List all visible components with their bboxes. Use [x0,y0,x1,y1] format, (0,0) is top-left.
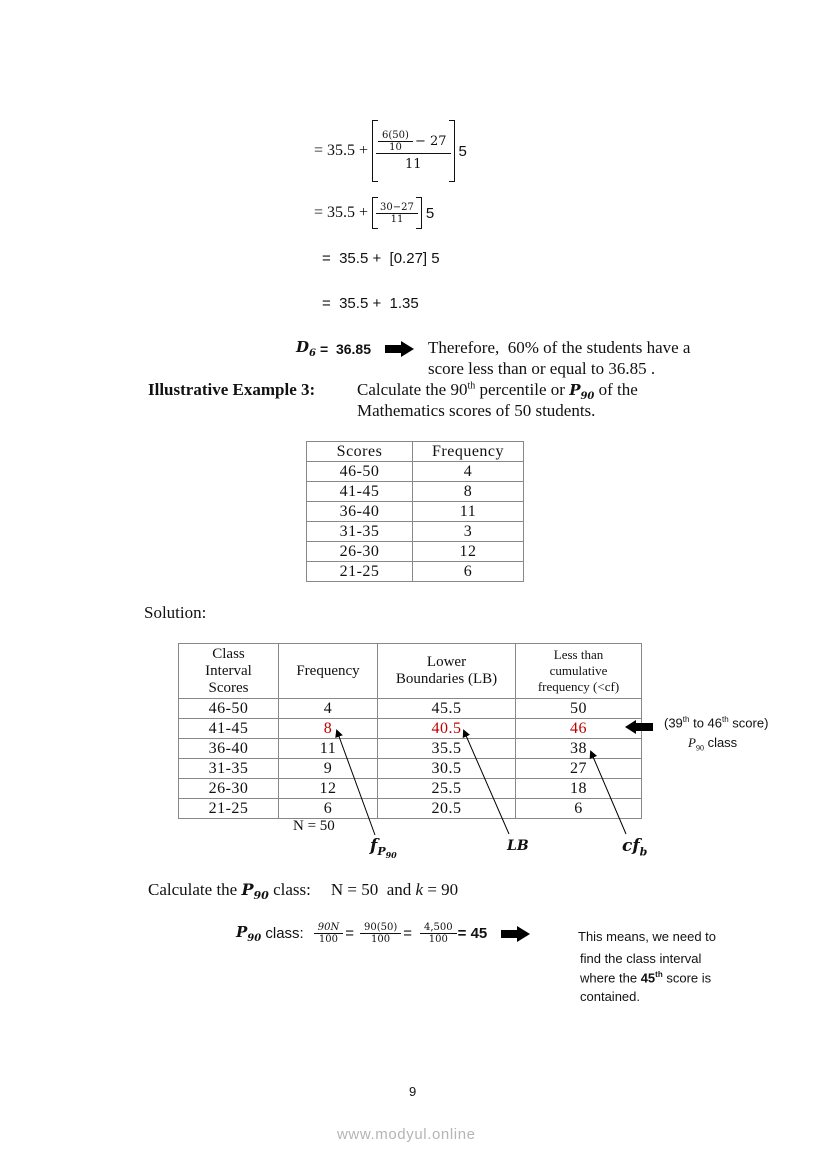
label-cf-b: $cf_b$ [622,836,648,859]
cell-frequency: 4 [279,699,378,719]
cell-cumulative-frequency: 50 [516,699,642,719]
watermark: www.modyul.online [337,1126,476,1143]
cell-frequency: 11 [279,739,378,759]
formula-result: = 45 [457,925,488,942]
pointer-line-f [337,731,375,835]
p90-formula: $P_{90}$ class: $\frac{90N}{100}$ = $\frac{90(50)}{100}$ = $\frac{4,500}{100}$ = 45 [236,922,531,945]
arrow-right-icon [501,926,531,942]
cell-score: 26-30 [307,542,413,562]
example-text-line-2: Mathematics scores of 50 students. [357,401,596,420]
cell-score: 41-45 [307,482,413,502]
cell-lower-boundary: 30.5 [378,759,516,779]
cell-frequency: 9 [279,759,378,779]
equation-line-2: = 35.5 + $\frac{30-27}{11}$ 5 [314,197,434,229]
cell-score: 21-25 [307,562,413,582]
solution-label: Solution: [144,603,207,622]
d-symbol: $D_6$ [296,338,316,359]
equation-line-4: = 35.5 + 1.35 [322,295,419,312]
conclusion-line-1: Therefore, 60% of the students have a [428,338,691,357]
cell-frequency: 12 [279,779,378,799]
p90-class-annotation: $P_{90}$ class [688,735,738,753]
equation-line-3: = 35.5 + [0.27] 5 [322,250,440,267]
explanation-line-3: where the 45th score is [580,970,712,986]
cell-frequency: 3 [413,522,524,542]
explanation-line-1: This means, we need to [578,929,717,944]
cell-class-interval: 41-45 [179,719,279,739]
result-value: = 36.85 [319,340,371,357]
conclusion-line-2: score less than or equal to 36.85 . [428,359,656,378]
label-f-p90: $f_{P_{90}}$ [370,836,397,861]
cell-class-interval: 36-40 [179,739,279,759]
cell-class-interval: 26-30 [179,779,279,799]
header-scores: Scores [307,442,413,462]
pointer-line-cf [591,752,626,834]
calculate-p90-line: Calculate the $P_{90}$ class: N = 50 and k = 90 [148,880,459,903]
n-total: N = 50 [293,818,335,834]
cell-score: 36-40 [307,502,413,522]
cell-lower-boundary: 20.5 [378,799,516,819]
cell-score: 31-35 [307,522,413,542]
fraction-2: $\frac{90(50)}{100}$ [362,922,399,945]
cell-frequency: 8 [413,482,524,502]
header-cumulative-frequency: Less than cumulative frequency (<cf) [516,644,642,699]
equation-lead: = 35.5 + [314,142,369,159]
cell-lower-boundary: 35.5 [378,739,516,759]
cell-frequency: 4 [413,462,524,482]
label-lb: LB [507,838,529,854]
explanation-line-4: contained. [580,989,640,1004]
cell-frequency: 11 [413,502,524,522]
cell-class-interval: 46-50 [179,699,279,719]
cell-lower-boundary: 45.5 [378,699,516,719]
cell-class-interval: 21-25 [179,799,279,819]
cell-frequency: 8 [279,719,378,739]
example-text-line-1: Calculate the 90th percentile or $P_{90}$ of the [357,380,638,402]
header-lower-boundaries: Lower Boundaries (LB) [378,644,516,699]
range-annotation: (39th to 46th score) [664,715,769,731]
fraction: $\frac{30-27}{11}$ [378,202,416,225]
pointer-line-lb [464,731,509,834]
fraction: $\frac{6(50)}{10}$ − 27 11 [378,130,448,172]
cell-frequency: 12 [413,542,524,562]
cell-cumulative-frequency: 6 [516,799,642,819]
cell-cumulative-frequency: 18 [516,779,642,799]
cell-frequency: 6 [279,799,378,819]
p90-symbol: $P_{90}$ [569,381,595,402]
fraction-1: $\frac{90N}{100}$ [316,922,341,945]
cell-score: 46-50 [307,462,413,482]
header-frequency: Frequency [413,442,524,462]
inner-fraction: $\frac{6(50)}{10}$ [380,130,411,153]
cell-class-interval: 31-35 [179,759,279,779]
header-class-interval: Class Interval Scores [179,644,279,699]
explanation-line-2: find the class interval [580,951,702,966]
cell-lower-boundary: 25.5 [378,779,516,799]
cell-cumulative-frequency: 27 [516,759,642,779]
fraction-3: $\frac{4,500}{100}$ [422,922,455,945]
page-number: 9 [409,1084,417,1099]
cell-lower-boundary: 40.5 [378,719,516,739]
cell-frequency: 6 [413,562,524,582]
header-frequency: Frequency [279,644,378,699]
example-title: Illustrative Example 3: [148,380,316,399]
cell-cumulative-frequency: 46 [516,719,642,739]
equation-line-1: = 35.5 + $\frac{6(50)}{10}$ − 27 11 5 [314,120,467,182]
cell-cumulative-frequency: 38 [516,739,642,759]
